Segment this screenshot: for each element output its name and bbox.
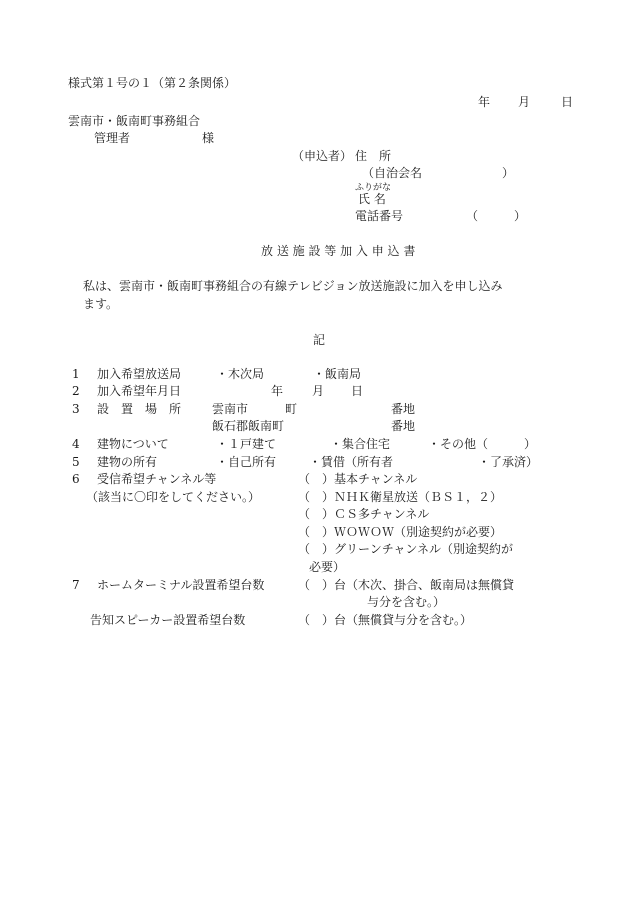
item-2-label: 加入希望年月日 — [97, 384, 182, 398]
phone-label: 電話番号 — [355, 209, 404, 223]
item-2-day: 日 — [351, 384, 364, 398]
item-3-label: 設 置 場 所 — [97, 402, 182, 416]
item-5-opt-owned: ・自己所有 — [216, 455, 277, 469]
item-1-opt-kisuki: ・木次局 — [216, 367, 265, 381]
item-3-town: 町 — [285, 402, 298, 416]
channel-wowow: （ ）ＷＯＷＯＷ（別途契約が必要） — [298, 525, 503, 539]
item-4-num: 4 — [72, 437, 80, 451]
item-2-month: 月 — [312, 384, 325, 398]
furigana-label: ふりがな — [355, 183, 392, 193]
date-year: 年 — [478, 95, 491, 109]
item-3-city-unnan: 雲南市 — [212, 402, 249, 416]
item-7-label-2: 告知スピーカー設置希望台数 — [90, 613, 246, 627]
body-line-1: 私は、雲南市・飯南町事務組合の有線テレビジョン放送施設に加入を申し込み — [83, 279, 503, 293]
item-5-opt-rented: ・賃借（所有者 — [309, 455, 394, 469]
addressee-org: 雲南市・飯南町事務組合 — [68, 114, 201, 128]
channel-cs: （ ）ＣＳ多チャンネル — [298, 507, 430, 521]
item-7-value-2: （ ）台（無償貸与分を含む。） — [298, 613, 473, 627]
phone-paren: （ ） — [466, 209, 527, 223]
item-7-value: （ ）台（木次、掛合、飯南局は無償貸 — [298, 578, 515, 592]
item-7-num: 7 — [72, 578, 80, 592]
item-5-label: 建物の所有 — [97, 455, 158, 469]
item-4-opt-apartment: ・集合住宅 — [330, 437, 391, 451]
form-number: 様式第１号の１（第２条関係） — [68, 76, 237, 90]
item-4-opt-detached: ・１戸建て — [216, 437, 277, 451]
item-4-opt-other: ・その他（ ） — [428, 437, 537, 451]
document-title: 放 送 施 設 等 加 入 申 込 書 — [261, 244, 416, 258]
applicant-label: （申込者） — [292, 149, 353, 163]
date-month: 月 — [518, 95, 531, 109]
item-5-opt-approved: ・了承済） — [478, 455, 539, 469]
item-6-label: 受信希望チャンネル等 — [97, 472, 217, 486]
name-label: 氏 名 — [358, 192, 386, 206]
item-2-year: 年 — [271, 384, 284, 398]
item-1-num: 1 — [72, 367, 80, 381]
item-3-city-iinan: 飯石郡飯南町 — [212, 419, 285, 433]
body-line-2: ます。 — [83, 297, 119, 311]
item-1-opt-iinan: ・飯南局 — [313, 367, 362, 381]
address-label: 住 所 — [355, 149, 392, 163]
item-1-label: 加入希望放送局 — [97, 367, 182, 381]
association-close: ） — [502, 166, 515, 180]
item-3-banchi-1: 番地 — [391, 402, 416, 416]
item-3-banchi-2: 番地 — [391, 419, 416, 433]
ki-label: 記 — [313, 333, 326, 347]
item-6-note: （該当に〇印をしてください。） — [86, 490, 261, 504]
addressee-manager: 管理者 — [94, 131, 131, 145]
association-label: （自治会名 — [362, 166, 423, 180]
item-7-label: ホームターミナル設置希望台数 — [97, 578, 265, 592]
item-6-num: 6 — [72, 472, 80, 486]
date-day: 日 — [561, 95, 574, 109]
item-5-num: 5 — [72, 455, 80, 469]
addressee-honorific: 様 — [202, 131, 215, 145]
channel-green: （ ）グリーンチャンネル（別途契約が — [298, 542, 514, 556]
item-2-num: 2 — [72, 384, 80, 398]
channel-basic: （ ）基本チャンネル — [298, 472, 418, 486]
item-7-value-cont: 与分を含む。） — [367, 595, 446, 609]
item-4-label: 建物について — [97, 437, 169, 451]
channel-nhk-bs: （ ）ＮＨＫ衛星放送（ＢＳ１，２） — [298, 490, 503, 504]
channel-green-cont: 必要） — [309, 560, 346, 574]
item-3-num: 3 — [72, 402, 80, 416]
